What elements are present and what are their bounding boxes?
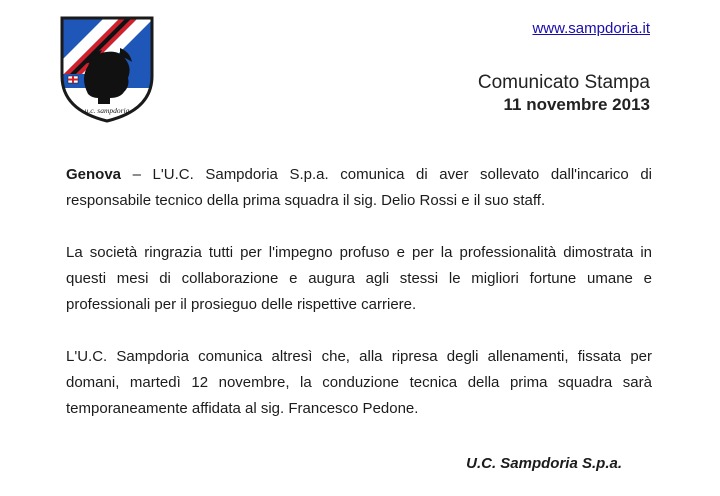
press-release-date: 11 novembre 2013 <box>503 95 650 114</box>
paragraph-1 <box>66 162 652 214</box>
paragraph-1-text: – L'U.C. Sampdoria S.p.a. comunica di aver sollevato dall'incarico di responsabile tecnico della prima squadra il sig. Delio Rossi e il suo staff. <box>66 166 652 209</box>
press-release-body <box>66 162 652 422</box>
signature: U.C. Sampdoria S.p.a. <box>466 455 622 472</box>
dateline-city: Genova <box>66 166 122 183</box>
paragraph-2: La società ringrazia tutti per l'impegno profuso e per la professionalità dimostrata in questi mesi di collaborazione e augura agli stessi le migliori fortune umane e professionali per il prosieguo delle rispettive carriere. <box>66 244 652 313</box>
website-link[interactable]: www.sampdoria.it <box>532 20 650 37</box>
paragraph-3: L'U.C. Sampdoria comunica altresì che, alla ripresa degli allenamenti, fissata per domani, martedì 12 novembre, la conduzione tecnica della prima squadra sarà temporaneamente affidata al sig. Francesco Pedone. <box>66 348 652 417</box>
logo-text: u.c. sampdoria <box>84 106 130 115</box>
sampdoria-crest-logo <box>58 14 156 124</box>
press-release-title: Comunicato Stampa <box>477 72 650 93</box>
